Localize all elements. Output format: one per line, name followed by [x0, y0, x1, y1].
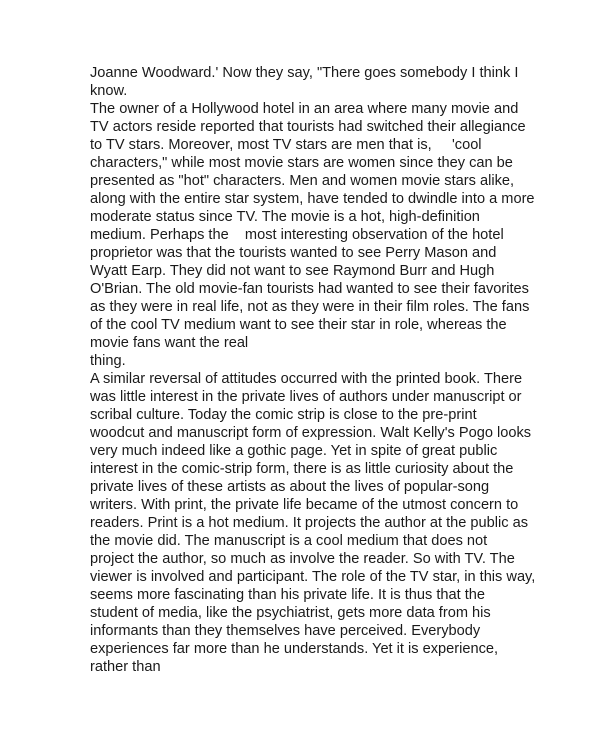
text-line: was little interest in the private lives of authors under manuscript or — [90, 389, 522, 405]
text-line: Joanne Woodward.' Now they say, "There goes somebody I think I — [90, 65, 519, 81]
text-line: along with the entire star system, have tended to dwindle into a more — [90, 191, 535, 207]
text-line: informants than they themselves have perceived. Everybody — [90, 623, 481, 639]
text-line: TV actors reside reported that tourists had switched their allegiance — [90, 119, 526, 135]
text-line: characters," while most movie stars are women since they can be — [90, 155, 513, 171]
text-line: private lives of these artists as about the lives of popular-song — [90, 479, 490, 495]
text-line: to TV stars. Moreover, most TV stars are men that is, 'cool — [90, 137, 482, 153]
text-line: viewer is involved and participant. The role of the TV star, in this way, — [90, 569, 536, 585]
text-line: seems more fascinating than his private life. It is thus that the — [90, 587, 486, 603]
text-line: presented as "hot" characters. Men and women movie stars alike, — [90, 173, 515, 189]
text-line: rather than — [90, 659, 161, 675]
text-line: moderate status since TV. The movie is a hot, high-definition — [90, 209, 480, 225]
text-line: experiences far more than he understands. Yet it is experience, — [90, 641, 499, 657]
text-line: The owner of a Hollywood hotel in an area where many movie and — [90, 101, 519, 117]
text-line: O'Brian. The old movie-fan tourists had wanted to see their favorites — [90, 281, 529, 297]
text-line: Wyatt Earp. They did not want to see Raymond Burr and Hugh — [90, 263, 495, 279]
text-line: know. — [90, 83, 128, 99]
text-line: interest in the comic-strip form, there is as little curiosity about the — [90, 461, 514, 477]
text-line: writers. With print, the private life became of the utmost concern to — [90, 497, 519, 513]
text-line: project the author, so much as involve the reader. So with TV. The — [90, 551, 515, 567]
text-line: as they were in real life, not as they were in their film roles. The fans — [90, 299, 530, 315]
text-line: medium. Perhaps the most interesting observation of the hotel — [90, 227, 504, 243]
text-line: woodcut and manuscript form of expression. Walt Kelly's Pogo looks — [90, 425, 532, 441]
text-line: movie fans want the real — [90, 335, 249, 351]
text-line: student of media, like the psychiatrist, gets more data from his — [90, 605, 491, 621]
text-line: of the cool TV medium want to see their star in role, whereas the — [90, 317, 507, 333]
text-line: very much indeed like a gothic page. Yet in spite of great public — [90, 443, 498, 459]
text-line: scribal culture. Today the comic strip is close to the pre-print — [90, 407, 477, 423]
text-line: thing. — [90, 353, 126, 369]
text-line: proprietor was that the tourists wanted to see Perry Mason and — [90, 245, 497, 261]
text-line: A similar reversal of attitudes occurred with the printed book. There — [90, 371, 523, 387]
body-text — [90, 64, 536, 676]
text-line: the movie did. The manuscript is a cool medium that does not — [90, 533, 488, 549]
text-line: readers. Print is a hot medium. It projects the author at the public as — [90, 515, 529, 531]
